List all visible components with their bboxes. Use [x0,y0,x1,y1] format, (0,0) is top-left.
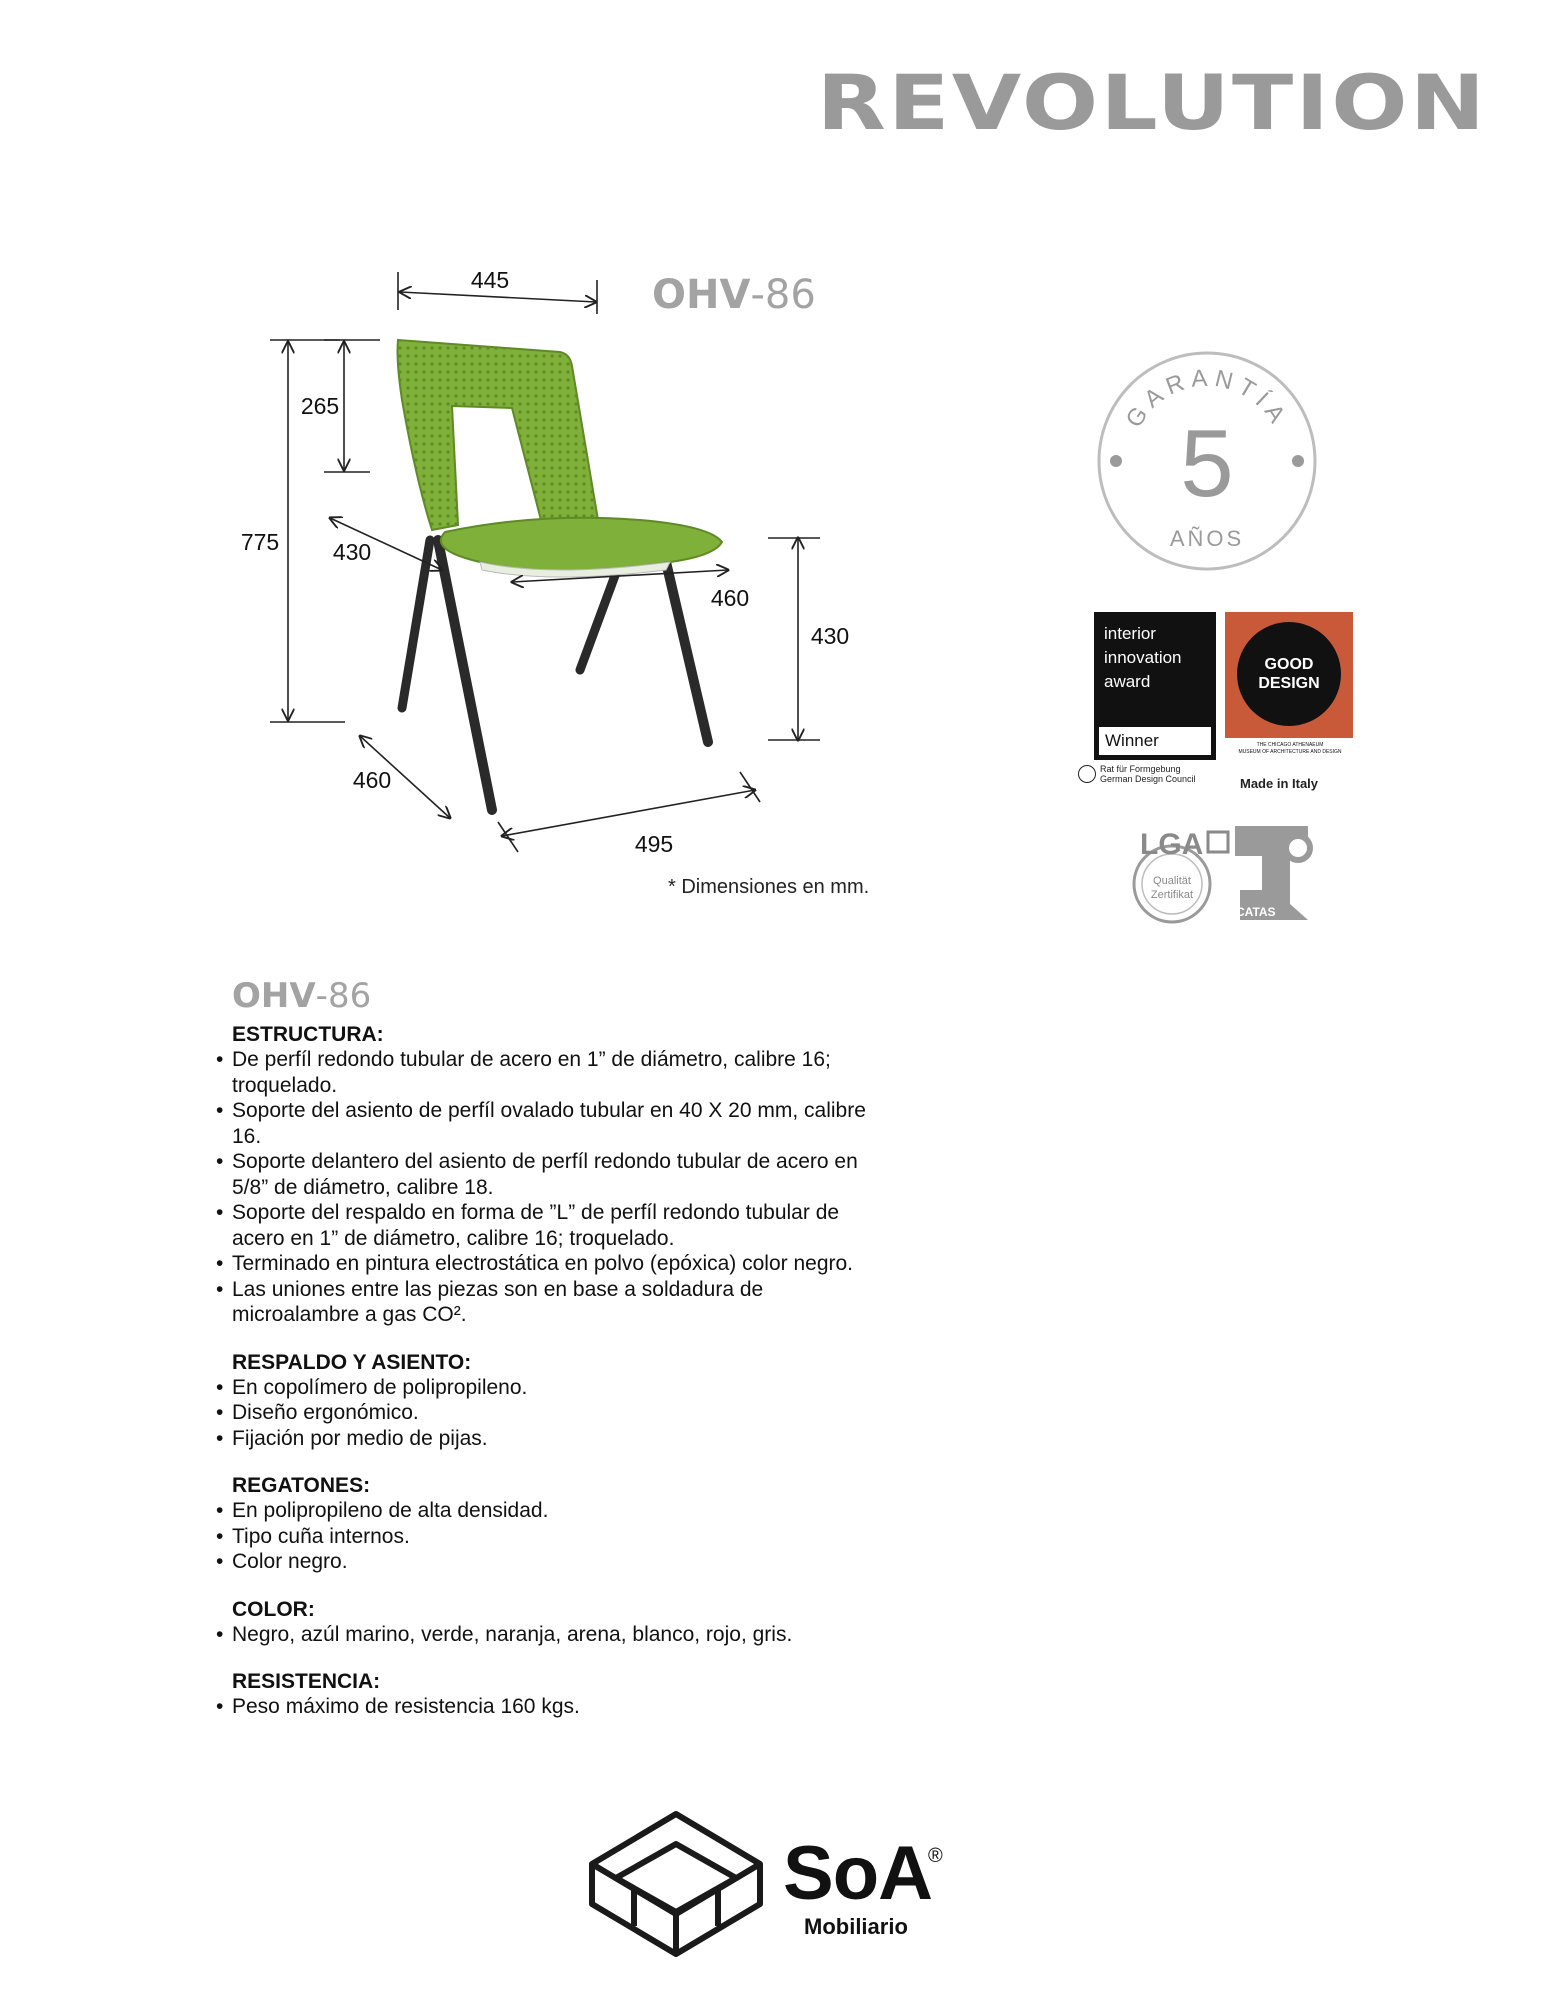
company-name: SoA [783,1831,932,1916]
list-item: • Color negro. [216,1549,896,1575]
warranty-badge [1092,346,1322,576]
dim-seat-width: 460 [710,585,750,611]
model-title-spec [232,976,371,1016]
specifications [216,1022,896,1742]
soa-cube-logo-icon [586,1808,766,1958]
list-item: • Tipo cuña internos. [216,1524,896,1550]
council-icon [1078,765,1096,783]
list-item: • Peso máximo de resistencia 160 kgs. [216,1694,896,1720]
council-line-2: German Design Council [1100,774,1196,784]
dim-backrest-height: 265 [300,393,340,419]
dim-total-height: 775 [240,529,280,555]
lga-text: LGA [1140,828,1204,861]
section-resistencia [216,1669,896,1720]
chair-backrest [398,340,599,530]
warranty-unit: AÑOS [1169,526,1245,551]
list-item: • En copolímero de polipropileno. [216,1375,896,1401]
list-item: • Fijación por medio de pijas. [216,1426,896,1452]
section-title: COLOR: [232,1597,315,1621]
list-item: • Las uniones entre las piezas son en base a soldadura de microalambre a gas CO². [216,1277,896,1328]
list-item: • Soporte delantero del asiento de perfíl redondo tubular de acero en 5/8” de diámetro, calibre 18. [216,1149,896,1200]
list-item: • Negro, azúl marino, verde, naranja, arena, blanco, rojo, gris. [216,1622,896,1648]
gd-caption-1: THE CHICAGO ATHENAEUM [1256,742,1324,748]
section-color [216,1597,896,1648]
good-design-award-badge [1225,612,1353,738]
award-line-1: interior [1104,624,1156,643]
good-design-line-2: DESIGN [1258,675,1320,692]
award-winner-label: Winner [1098,726,1212,756]
section-title: RESISTENCIA: [232,1670,381,1693]
chair-frame [402,540,708,810]
company-subtitle: Mobiliario [804,1914,908,1939]
good-design-circle [1237,622,1341,726]
qual-text: Qualität [1153,875,1191,887]
dim-base-width: 495 [634,831,674,857]
list-item: • Diseño ergonómico. [216,1400,896,1426]
model-number-spec: -86 [315,976,372,1016]
registered-mark: ® [928,1845,943,1867]
made-in-italy-label: Made in Italy [1240,776,1319,791]
model-number: -86 [750,272,816,318]
section-estructura [216,1022,896,1328]
dim-base-depth: 460 [352,767,392,793]
section-title: RESPALDO Y ASIENTO: [232,1350,472,1374]
dimensions-note: * Dimensiones en mm. [668,876,870,898]
design-council-logo [1078,764,1196,784]
dim-width-top: 445 [470,267,510,293]
model-code-spec: OHV [232,976,316,1016]
dim-seat-height: 430 [810,623,850,649]
council-line-1: Rat für Formgebung [1100,764,1181,774]
section-regatones [216,1473,896,1575]
list-item: • Soporte del respaldo en forma de ”L” de perfíl redondo tubular de acero en 1” de diámetro, calibre 16; troquelado. [216,1200,896,1251]
brand-title: REVOLUTION [816,58,1487,147]
certification-logos [1130,820,1320,930]
section-title: REGATONES: [232,1474,371,1497]
good-design-line-1: GOOD [1264,656,1314,673]
catas-text: CATAS [1236,905,1276,919]
list-item: • Terminado en pintura electrostática en polvo (epóxica) color negro. [216,1251,896,1277]
interior-innovation-award-badge [1094,612,1216,760]
award-line-3: award [1104,672,1151,691]
good-design-caption [1228,742,1352,756]
model-code: OHV [652,272,751,318]
list-item: • De perfíl redondo tubular de acero en 1” de diámetro, calibre 16; troquelado. [216,1047,896,1098]
gd-caption-2: MUSEUM OF ARCHITECTURE AND DESIGN [1238,749,1342,755]
zert-text: Zertifikat [1150,889,1194,901]
award-line-2: innovation [1104,648,1182,667]
dim-seat-depth: 430 [332,539,372,565]
section-respaldo [216,1350,896,1452]
warranty-label: GARANTÍA [1120,364,1294,433]
list-item: • En polipropileno de alta densidad. [216,1498,896,1524]
list-item: • Soporte del asiento de perfíl ovalado tubular en 40 X 20 mm, calibre 16. [216,1098,896,1149]
warranty-years: 5 [1180,410,1234,517]
section-title: ESTRUCTURA: [232,1023,384,1046]
